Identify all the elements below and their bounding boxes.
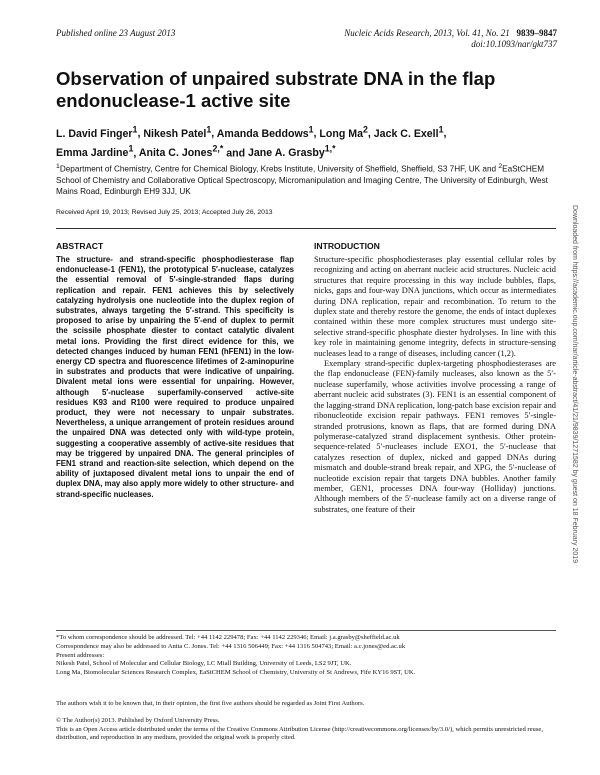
article-title: Observation of unpaired substrate DNA in the flap endonuclease-1 active site (56, 68, 496, 111)
footnote-divider (56, 630, 556, 631)
correspondence-note: Correspondence may also be addressed to Anita C. Jones. Tel: +44 1316 506449; Fax: +44 1316 504743; Email: a.c.jones@ed.ac.uk (56, 642, 406, 650)
divider (56, 228, 556, 229)
author: Long Ma$^2$ (319, 124, 368, 140)
affiliation: Department of Chemistry, Centre for Chemical Biology, Krebs Institute, University of Sheffield, Sheffield, S3 7HF, UK and (59, 164, 497, 174)
author: L. David Finger$^1$ (56, 124, 138, 140)
license-block (56, 717, 556, 743)
author-list: L. David Finger$^1$, Nikesh Patel$^1$, Amanda Beddows$^1$, Long Ma$^2$, Jack C. Exell$^1$, Emma Jardine$^1$, Anita C. Jones$^{2,*}$ and Jane A. Grasby$^{1,*}$ (56, 124, 447, 160)
journal-name: Nucleic Acids Research, 2013, Vol. 41, No. 21 (344, 28, 510, 38)
copyright: © The Author(s) 2013. Published by Oxford University Press. (56, 717, 220, 724)
publication-date: Published online 23 August 2013 (56, 28, 176, 38)
footnotes (56, 634, 556, 678)
author: Nikesh Patel$^1$ (143, 124, 212, 140)
author: Amanda Beddows$^1$ (216, 124, 314, 140)
present-addresses-label: Present addresses: (56, 651, 105, 659)
joint-authors-note: The authors wish it to be known that, in their opinion, the first five authors should be regarded as Joint First Authors. (56, 700, 365, 707)
doi: doi:10.1093/nar/gkt737 (471, 39, 557, 49)
page-range: 9839–9847 (516, 28, 557, 38)
author: Jack C. Exell$^1$ (373, 124, 444, 140)
author: Emma Jardine$^1$ (56, 143, 134, 160)
affiliation: EaStCHEM School of Chemistry and Collaborative Optical Spectroscopy, Micromanipulation and Imaging Centre, The University of Edinburgh, West Mains Road, Edinburgh EH9 3JJ, UK (56, 164, 548, 197)
introduction-text (314, 255, 556, 515)
paragraph: Structure-specific phosphodiesterases play essential cellular roles by recognizing and acting on aberrant nucleic acid structures. Nucleic acid structures that require processing in this way include bubbles, flaps, nicks, gaps and four-way DNA junctions, which occur as intermediates during DNA replication, repair and recombination. To return to the duplex state and thereby restore the genome, the ends of intact duplexes contained within these more complex structures must undergo site-selective strand-specific phosphate diester hydrolyses. In line with this key role in maintaining genome integrity, defects in structure-sensing nucleases lead to a range of diseases, including cancer (1,2). (314, 255, 556, 358)
introduction-heading: INTRODUCTION (314, 241, 380, 251)
correspondence-note: *To whom correspondence should be addressed. Tel: +44 1142 229478; Fax: +44 1142 229346; Email: j.a.grasby@sheffield.ac.uk (56, 634, 400, 641)
present-address: Long Ma, Biomolecular Sciences Research Complex, EaStCHEM School of Chemistry, University of St Andrews, Fife KY16 9ST, UK. (56, 669, 416, 677)
abstract-text: The structure- and strand-specific phosphodiesterase flap endonuclease-1 (FEN1), the prototypical 5′-nuclease, catalyzes the essential removal of 5′-single-stranded flaps during replication and repair. FEN1 achieves this by selectively catalyzing hydrolysis one nucleotide into the duplex region of substrates, always targeting the 5′-strand. This specificity is proposed to arise by unpairing the 5′-end of duplex to permit the scissile phosphate diester to contact catalytic divalent metal ions. Providing the first direct evidence for this, we detected changes induced by human FEN1 (hFEN1) in the low-energy CD spectra and fluorescence lifetimes of 2-aminopurine in substrates and products that were indicative of unpairing. Divalent metal ions were essential for unpairing. However, although 5′-nuclease superfamily-conserved active-site residues K93 and R100 were required to produce unpaired product, they were not necessary to unpair substrates. Nevertheless, a unique arrangement of protein residues around the unpaired DNA was detected only with wild-type protein, suggesting a cooperative assembly of active-site residues that may be triggered by unpaired DNA. The general principles of FEN1 strand and reaction-site selection, which depend on the ability of juxtaposed divalent metal ions to unpair the end of duplex DNA, may also apply more widely to other structure- and strand-specific nucleases. (56, 255, 294, 499)
received-dates: Received April 19, 2013; Revised July 25, 2013; Accepted July 26, 2013 (56, 209, 273, 216)
license-text: This is an Open Access article distributed under the terms of the Creative Commons Attribution License (http://creativecommons.org/licenses/by/3.0/), which permits unrestricted reuse, distribution, and reproduction in any medium, provided the original work is properly cited. (56, 725, 543, 742)
present-address: Nikesh Patel, School of Molecular and Cellular Biology, LC Miall Building, University of Leeds, LS2 9JT, UK. (56, 660, 352, 668)
paragraph: Exemplary strand-specific duplex-targeting phosphodiesterases are the flap endonuclease (FEN)-family nucleases, also known as the 5′-nuclease superfamily, whose activities involve processing a range of aberrant nucleic acid substrates (3). FEN1 is an essential component of the lagging-strand DNA replication, long-patch base excision repair and ribonucleotide excision repair pathways. FEN1 removes 5′-single-stranded protrusions, known as flaps, that are formed during DNA polymerase-catalyzed strand displacement synthesis. Other protein-sequence-related 5′-nucleases include EXO1, the 5′-nuclease that catalyzes resection of duplex, nicked and gapped DNAs during mismatch and double-strand break repair, and XPG, the 5′-nuclease of nucleotide excision repair that targets DNA bubbles. Another family member, GEN1, processes DNA four-way (Holliday) junctions. Although members of the 5′-nuclease family act on a diverse range of substrates, one feature of their (314, 359, 556, 514)
abstract-heading: ABSTRACT (56, 241, 104, 251)
author: Anita C. Jones$^{2,*}$ (138, 143, 224, 160)
journal-citation (315, 28, 557, 50)
author: Jane A. Grasby$^{1,*}$ (248, 143, 336, 160)
affiliations: $^1$Department of Chemistry, Centre for Chemical Biology, Krebs Institute, University of Sheffield, Sheffield, S3 7HF, UK and $^2$EaStCHEM School of Chemistry and Collaborative Optical Spectroscopy, Micromanipulation and Imaging Centre, The University of Edinburgh, West Mains Road, Edinburgh EH9 3JJ, UK (56, 163, 548, 197)
